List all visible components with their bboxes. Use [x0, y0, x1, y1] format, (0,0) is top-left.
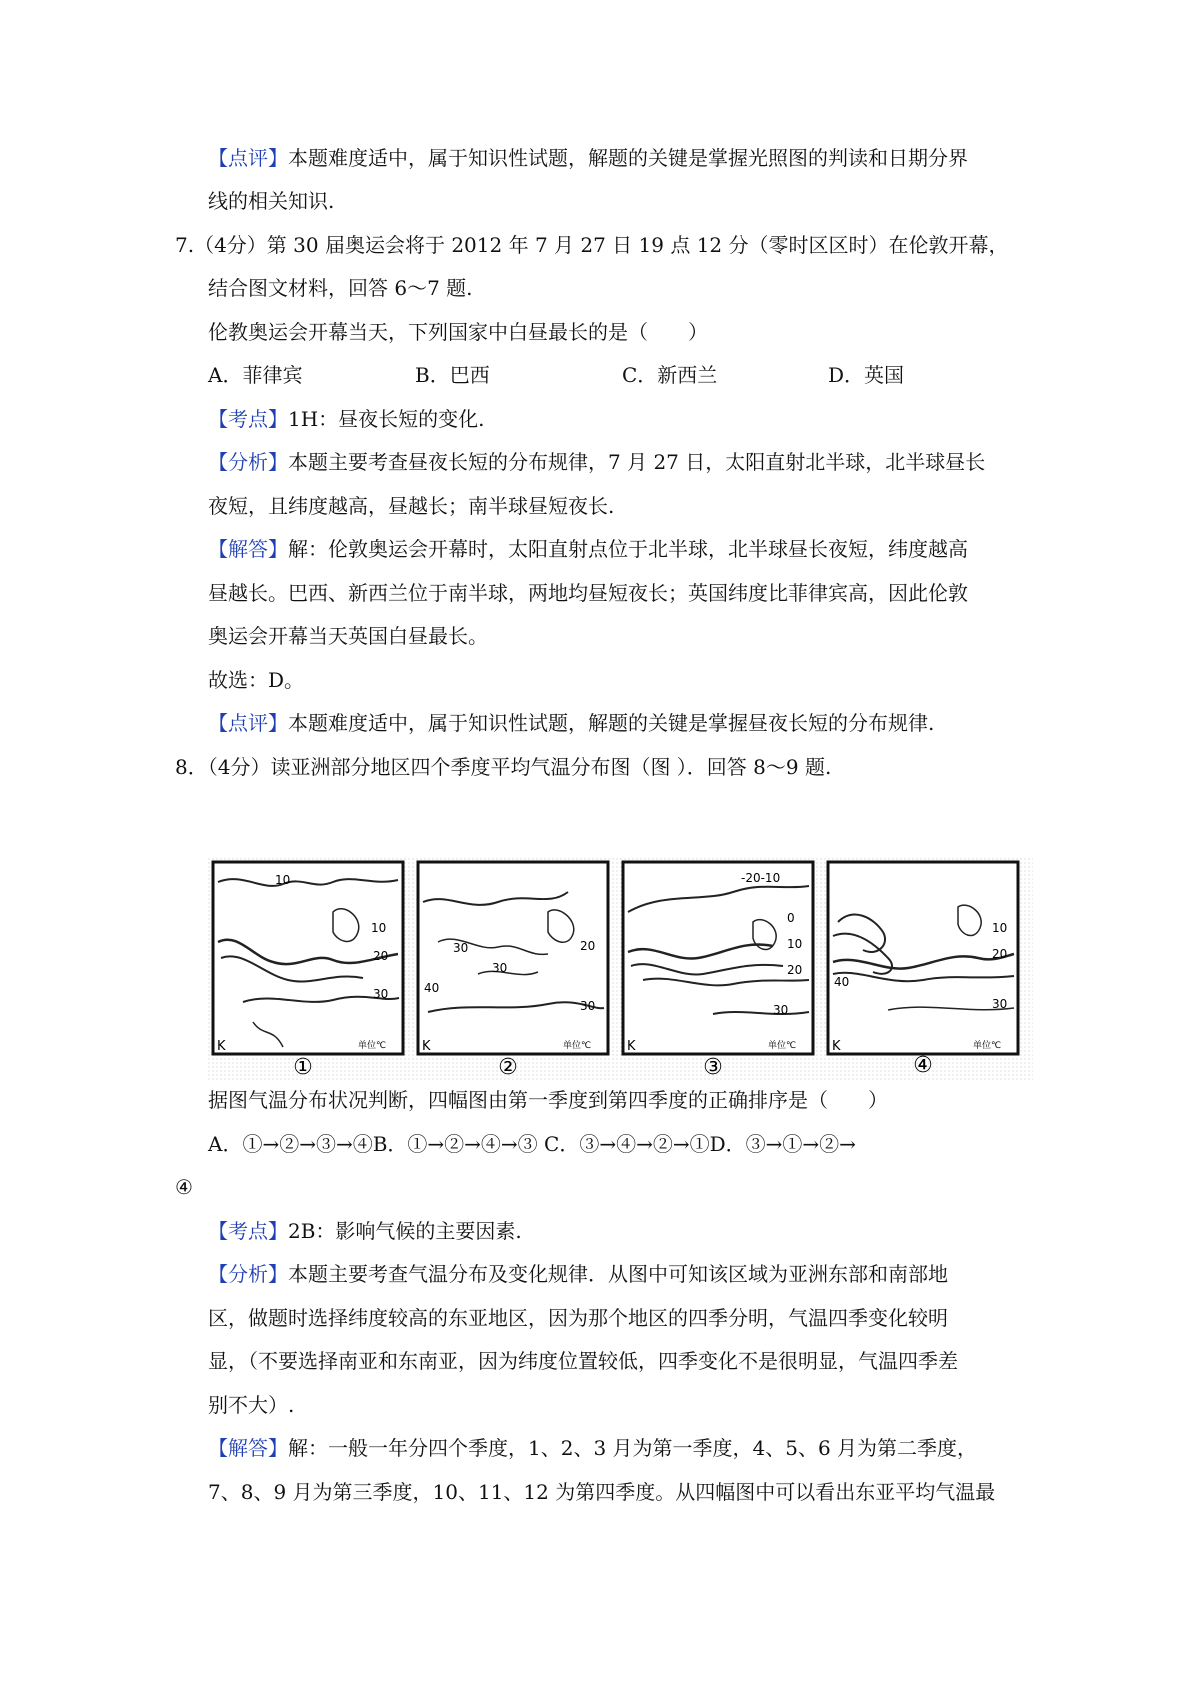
panel-4-isotherm-40: 40 [834, 975, 850, 989]
q7-question: 伦教奥运会开幕当天，下列国家中白昼最长的是（ ） [208, 320, 708, 344]
q7-stem-line-1: 7.（4分）第 30 届奥运会将于 2012 年 7 月 27 日 19 点 12 分（零时区区时）在伦敦开幕， [175, 233, 1009, 257]
isotherm-map-figure [208, 858, 1033, 1080]
q7-option-d: D．英国 [828, 363, 905, 387]
panel-1-corner: K [217, 1039, 226, 1054]
panel-2-isotherm-20: 20 [580, 939, 596, 953]
q7-fenxi-line-2: 夜短，且纬度越高，昼越长；南半球昼短夜长. [208, 494, 615, 518]
q6-review-text: 本题难度适中，属于知识性试题，解题的关键是掌握光照图的判读和日期分界 [288, 146, 968, 170]
jieda-tag: 【解答】 [208, 537, 288, 561]
panel-3-isotherm-0: 0 [787, 911, 795, 925]
map-panel-3 [623, 862, 813, 1054]
panel-1-label: ① [293, 1055, 313, 1080]
q7-fenxi-line-1 [208, 447, 985, 477]
q7-kaodian [208, 404, 485, 434]
q8-stem: 8．（4分）读亚洲部分地区四个季度平均气温分布图（图 ）．回答 8～9 题. [175, 755, 832, 779]
jieda-text: 解：伦敦奥运会开幕时，太阳直射点位于北半球，北半球昼长夜短，纬度越高 [288, 537, 968, 561]
panel-4-unit: 单位℃ [973, 1041, 1002, 1051]
panel-1-isotherm-10a: 10 [275, 873, 291, 887]
panel-2-isotherm-40: 40 [424, 981, 440, 995]
panel-2-unit: 单位℃ [563, 1041, 592, 1051]
panel-4-isotherm-10: 10 [992, 921, 1008, 935]
kaodian-tag: 【考点】 [208, 407, 288, 431]
panel-2-corner: K [422, 1039, 431, 1054]
map-panel-4 [828, 862, 1018, 1054]
q6-review-line-1 [208, 143, 968, 173]
panel-3-isotherm-20: 20 [787, 963, 803, 977]
dianping-text: 本题难度适中，属于知识性试题，解题的关键是掌握昼夜长短的分布规律. [288, 711, 935, 735]
panel-1-isotherm-20: 20 [373, 949, 389, 963]
q7-option-b: B．巴西 [415, 363, 490, 387]
q7-option-a: A．菲律宾 [208, 363, 303, 387]
panel-3-label: ③ [703, 1055, 723, 1080]
kaodian-tag: 【考点】 [208, 1219, 288, 1243]
q8-fenxi-line-3: 显，（不要选择南亚和东南亚，因为纬度位置较低，四季变化不是很明显，气温四季差 [208, 1349, 958, 1373]
panel-4-isotherm-30: 30 [992, 997, 1008, 1011]
dianping-tag: 【点评】 [208, 146, 288, 170]
panel-3-corner: K [627, 1039, 636, 1054]
q7-option-c: C．新西兰 [622, 363, 718, 387]
kaodian-text: 1H：昼夜长短的变化. [288, 407, 485, 431]
q7-jieda-line-3: 奥运会开幕当天英国白昼最长。 [208, 624, 488, 648]
q7-jieda-line-2: 昼越长。巴西、新西兰位于南半球，两地均昼短夜长；英国纬度比菲律宾高，因此伦敦 [208, 581, 968, 605]
panel-2-isotherm-30c: 30 [580, 999, 596, 1013]
panel-3-unit: 单位℃ [768, 1041, 797, 1051]
panel-1-unit: 单位℃ [358, 1041, 387, 1051]
q8-fenxi-line-4: 别不大）. [208, 1393, 295, 1417]
kaodian-text: 2B：影响气候的主要因素. [288, 1219, 522, 1243]
q7-stem-line-2: 结合图文材料，回答 6～7 题. [208, 276, 473, 300]
panel-3-isotherm-10: 10 [787, 937, 803, 951]
fenxi-text: 本题主要考查昼夜长短的分布规律，7 月 27 日，太阳直射北半球，北半球昼长 [288, 450, 986, 474]
jieda-text: 解：一般一年分四个季度，1、2、3 月为第一季度，4、5、6 月为第二季度， [288, 1436, 978, 1460]
panel-1-isotherm-30: 30 [373, 987, 389, 1001]
map-panel-1 [213, 862, 403, 1054]
q8-jieda-line-1 [208, 1433, 977, 1463]
panel-3-isotherm-30: 30 [773, 1003, 789, 1017]
map-panel-2 [418, 862, 608, 1054]
q7-answer: 故选：D。 [208, 668, 305, 692]
q8-options-wrap: ④ [175, 1175, 193, 1199]
dianping-tag: 【点评】 [208, 711, 288, 735]
panel-2-isotherm-30b: 30 [492, 961, 508, 975]
q8-options: A．①→②→③→④B．①→②→④→③ C．③→④→②→①D．③→①→②→ [208, 1132, 856, 1156]
q8-question: 据图气温分布状况判断，四幅图由第一季度到第四季度的正确排序是（ ） [208, 1088, 888, 1112]
panel-4-corner: K [832, 1039, 841, 1054]
q8-kaodian [208, 1216, 522, 1246]
fenxi-text: 本题主要考查气温分布及变化规律．从图中可知该区域为亚洲东部和南部地 [288, 1262, 948, 1286]
jieda-tag: 【解答】 [208, 1436, 288, 1460]
panel-2-isotherm-30a: 30 [453, 941, 469, 955]
fenxi-tag: 【分析】 [208, 1262, 288, 1286]
panel-1-isotherm-10b: 10 [371, 921, 387, 935]
panel-4-label: ④ [913, 1053, 933, 1078]
q8-jieda-line-2: 7、8、9 月为第三季度，10、11、12 为第四季度。从四幅图中可以看出东亚平均气温最 [208, 1480, 996, 1504]
q8-fenxi-line-2: 区，做题时选择纬度较高的东亚地区，因为那个地区的四季分明，气温四季变化较明 [208, 1306, 948, 1330]
q8-fenxi-line-1 [208, 1259, 948, 1289]
fenxi-tag: 【分析】 [208, 450, 288, 474]
q6-review-line-2: 线的相关知识. [208, 189, 335, 213]
panel-3-isotherm-top: -20-10 [741, 871, 781, 885]
panel-2-label: ② [498, 1055, 518, 1080]
q7-jieda-line-1 [208, 534, 968, 564]
panel-4-isotherm-20: 20 [992, 947, 1008, 961]
q7-dianping [208, 708, 934, 738]
